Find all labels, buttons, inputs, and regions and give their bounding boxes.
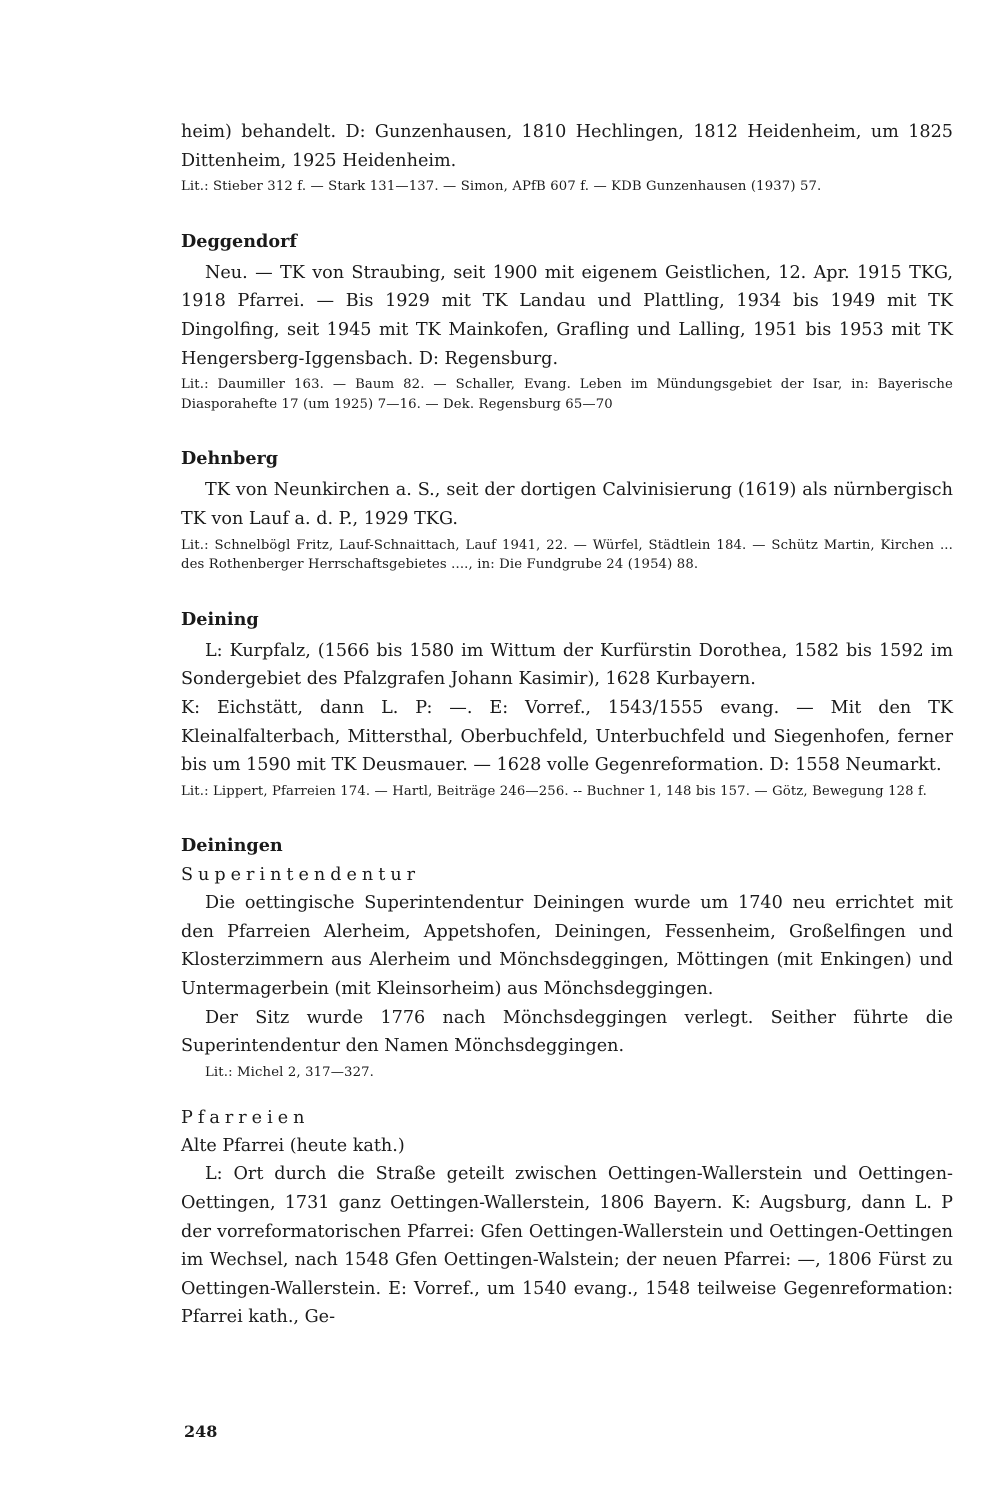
entry-text: L: Kurpfalz, (1566 bis 1580 im Wittum der Kurfürstin Dorothea, 1582 bis 1592 im Sondergebiet des Pfalzgrafen Johann Kasimir), 1628 Kurbayern. K: Eichstätt, dann L. P: —. E: Vorref., 1543/1555 evang. — Mit den TK Kleinalfalterbach, Mittersthal, Oberbuchfeld, Unterbuchfeld und Siegenhofen, ferner bis um 1590 mit TK Deusmauer. — 1628 volle Gegenreformation. D: 1558 Neumarkt.	[181, 640, 953, 776]
entry-heading: Dehnberg	[181, 448, 279, 470]
entry-text: TK von Neunkirchen a. S., seit der dortigen Calvinisierung (1619) als nürnbergisch TK von Lauf a. d. P., 1929 TKG.	[181, 480, 953, 529]
page-number: 248	[184, 1422, 218, 1441]
entry-heading: Deining	[181, 608, 259, 630]
entry-dehnberg	[181, 446, 953, 574]
superintendentur-literature: Lit.: Michel 2, 317—327.	[205, 1064, 375, 1080]
entry-deining	[181, 607, 953, 802]
entry-literature: Lit.: Lippert, Pfarreien 174. — Hartl, Beiträge 246—256. -- Buchner 1, 148 bis 157. — Götz, Bewegung 128 f.	[181, 783, 927, 799]
section-title-superintendentur: Superintendentur	[181, 865, 421, 886]
page-content	[181, 118, 953, 1332]
entry-heading: Deggendorf	[181, 230, 297, 252]
entry-text: Neu. — TK von Straubing, seit 1900 mit eigenem Geistlichen, 12. Apr. 1915 TKG, 1918 Pfarrei. — Bis 1929 mit TK Landau und Plattling, 1934 bis 1949 mit TK Dingolfing, seit 1945 mit TK Mainkofen, Grafling und Lalling, 1951 bis 1953 mit TK Hengersberg-Iggensbach. D: Regensburg.	[181, 262, 953, 369]
entry-literature: Lit.: Daumiller 163. — Baum 82. — Schaller, Evang. Leben im Mündungsgebiet der Isar, in: Bayerische Diasporahefte 17 (um 1925) 7—16. — Dek. Regensburg 65—70	[181, 377, 953, 412]
superintendentur-text-2: Der Sitz wurde 1776 nach Mönchsdeggingen verlegt. Seither führte die Superintendentur den Namen Mönchsdeggingen.	[181, 1007, 953, 1057]
continuation-literature: Lit.: Stieber 312 f. — Stark 131—137. — Simon, APfB 607 f. — KDB Gunzenhausen (1937) 57.	[181, 179, 822, 195]
superintendentur-text: Die oettingische Superintendentur Deiningen wurde um 1740 neu errichtet mit den Pfarreien Alerheim, Appetshofen, Deiningen, Fessenheim, Großelfingen und Klosterzimmern aus Alerheim und Mönchsdeggingen, Möttingen (mit Enkingen) und Untermagerbein (mit Kleinsorheim) aus Mönchsdeggingen.	[181, 893, 953, 1000]
entry-deggendorf	[181, 229, 953, 415]
continuation-entry	[181, 118, 953, 197]
entry-literature: Lit.: Schnelbögl Fritz, Lauf-Schnaittach, Lauf 1941, 22. — Würfel, Städtlein 184. — Schütz Martin, Kirchen ... des Rothenberger Herrschaftsgebietes ...., in: Die Fundgrube 24 (1954) 88.	[181, 537, 953, 573]
pfarrei-text: L: Ort durch die Straße geteilt zwischen Oettingen-Wallerstein und Oettingen-Oettingen, 1731 ganz Oettingen-Wallerstein, 1806 Bayern. K: Augsburg, dann L. P der vorreformatorischen Pfarrei: Gfen Oettingen-Wallerstein und Oettingen-Oettingen im Wechsel, nach 1548 Gfen Oettingen-Walstein; der neuen Pfarrei: —, 1806 Fürst zu Oettingen-Wallerstein. E: Vorref., um 1540 evang., 1548 teilweise Gegenreformation: Pfarrei kath., Ge-	[181, 1164, 953, 1328]
section-title-pfarreien: Pfarreien	[181, 1108, 310, 1129]
subsection-title: Alte Pfarrei (heute kath.)	[181, 1136, 405, 1157]
continuation-text: heim) behandelt. D: Gunzenhausen, 1810 Hechlingen, 1812 Heidenheim, um 1825 Dittenheim, 1925 Heidenheim.	[181, 122, 953, 171]
entry-heading: Deiningen	[181, 835, 283, 857]
entry-deiningen	[181, 833, 953, 1332]
